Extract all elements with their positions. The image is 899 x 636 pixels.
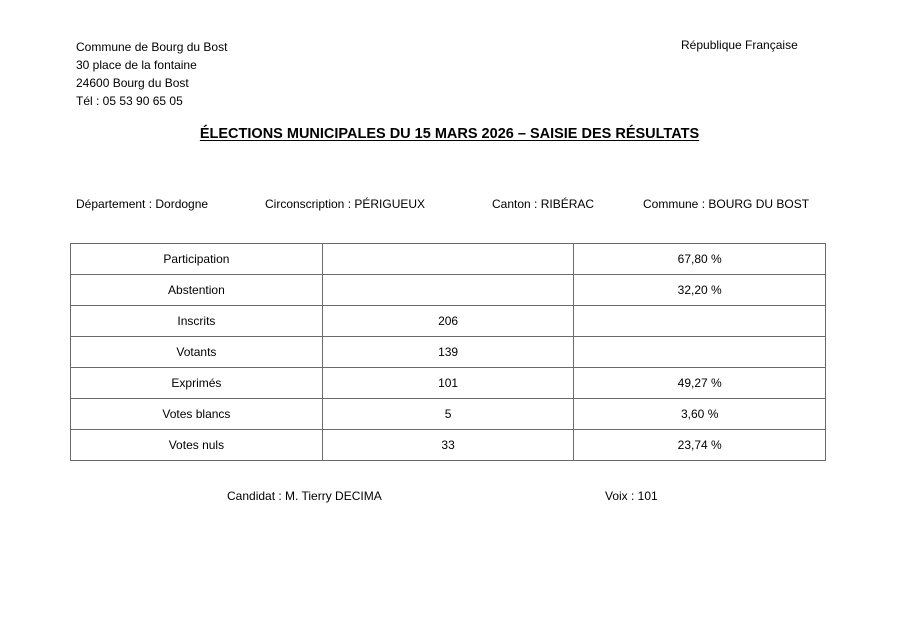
row-percent: 67,80 % xyxy=(574,244,826,275)
row-percent: 49,27 % xyxy=(574,368,826,399)
row-count xyxy=(322,244,574,275)
row-label: Exprimés xyxy=(71,368,323,399)
page-title: ÉLECTIONS MUNICIPALES DU 15 MARS 2026 – SAISIE DES RÉSULTATS xyxy=(199,126,700,142)
row-count: 206 xyxy=(322,306,574,337)
row-count: 33 xyxy=(322,430,574,461)
row-label: Votants xyxy=(71,337,323,368)
table-row xyxy=(71,399,826,430)
results-table xyxy=(70,243,826,461)
row-percent: 3,60 % xyxy=(574,399,826,430)
candidate-name: Candidat : M. Tierry DECIMA xyxy=(227,489,382,503)
row-label: Votes blancs xyxy=(71,399,323,430)
republic-label: République Française xyxy=(681,38,798,52)
row-percent: 32,20 % xyxy=(574,275,826,306)
departement-label: Département : Dordogne xyxy=(76,197,209,211)
canton-label: Canton : RIBÉRAC xyxy=(492,197,595,211)
row-count: 5 xyxy=(322,399,574,430)
table-row xyxy=(71,306,826,337)
commune-address xyxy=(76,38,227,110)
address-line: 24600 Bourg du Bost xyxy=(76,76,189,90)
row-count xyxy=(322,275,574,306)
row-percent: 23,74 % xyxy=(574,430,826,461)
row-label: Inscrits xyxy=(71,306,323,337)
row-percent xyxy=(574,306,826,337)
table-row xyxy=(71,275,826,306)
commune-label: Commune : BOURG DU BOST xyxy=(643,197,810,211)
table-row xyxy=(71,337,826,368)
row-label: Participation xyxy=(71,244,323,275)
row-percent xyxy=(574,337,826,368)
candidate-votes: Voix : 101 xyxy=(605,489,658,503)
row-label: Abstention xyxy=(71,275,323,306)
circonscription-label: Circonscription : PÉRIGUEUX xyxy=(265,197,426,211)
row-label: Votes nuls xyxy=(71,430,323,461)
address-line: 30 place de la fontaine xyxy=(76,58,197,72)
address-line: Tél : 05 53 90 65 05 xyxy=(76,94,183,108)
row-count: 139 xyxy=(322,337,574,368)
address-line: Commune de Bourg du Bost xyxy=(76,40,228,54)
table-row xyxy=(71,244,826,275)
table-row xyxy=(71,368,826,399)
table-row xyxy=(71,430,826,461)
row-count: 101 xyxy=(322,368,574,399)
